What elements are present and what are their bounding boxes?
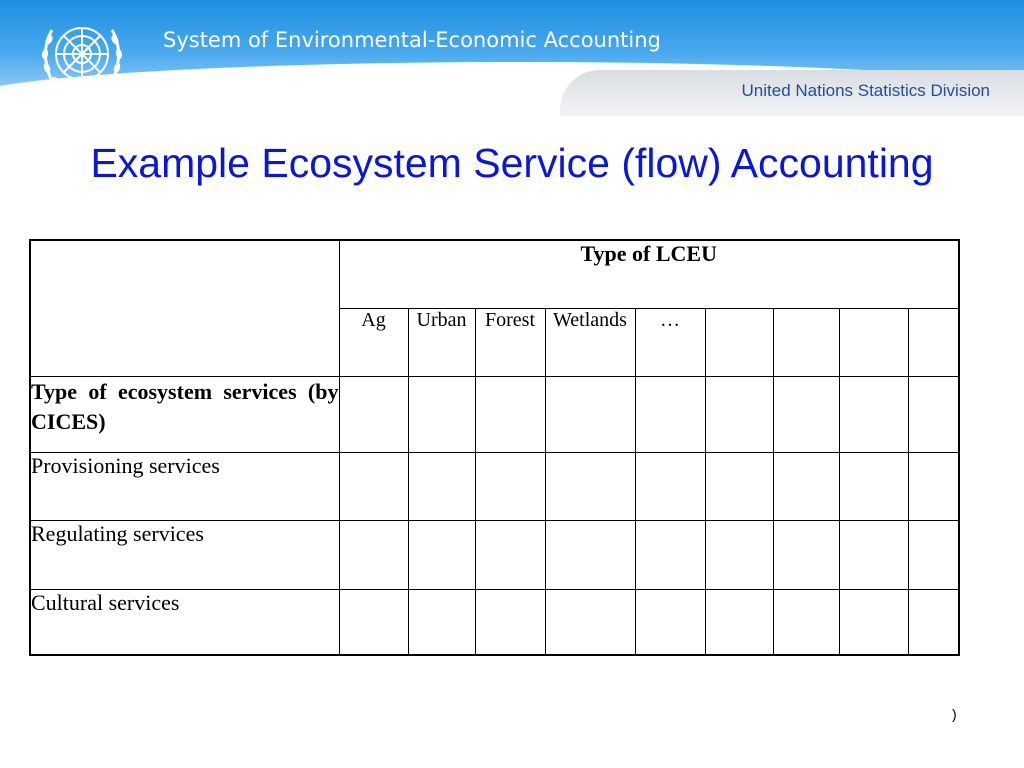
column-header: Wetlands [545, 308, 635, 376]
table-cell [408, 376, 475, 452]
column-header: Urban [408, 308, 475, 376]
table-cell [408, 589, 475, 655]
table-row [30, 520, 959, 589]
table-cell [475, 452, 545, 520]
row-label: Cultural services [30, 589, 339, 655]
table-cell [475, 589, 545, 655]
table-row [30, 376, 959, 452]
table-cell [635, 520, 705, 589]
table-cell [839, 376, 908, 452]
table-cell [545, 520, 635, 589]
row-label: Provisioning services [30, 452, 339, 520]
column-header: … [635, 308, 705, 376]
table-cell [839, 452, 908, 520]
slide-title: Example Ecosystem Service (flow) Accounting [90, 140, 934, 186]
table-cell [705, 520, 773, 589]
table-cell [773, 452, 839, 520]
lceu-group-header: Type of LCEU [339, 240, 959, 308]
column-header [705, 308, 773, 376]
column-header: Forest [475, 308, 545, 376]
column-header: Ag [339, 308, 408, 376]
table-cell [545, 452, 635, 520]
table-cell [545, 376, 635, 452]
table-cell [773, 520, 839, 589]
system-title: System of Environmental-Economic Accounting [163, 28, 661, 52]
table-cell [908, 452, 959, 520]
table-corner-cell [30, 240, 339, 376]
table-cell [839, 520, 908, 589]
table-cell [545, 589, 635, 655]
table-row [30, 452, 959, 520]
table-cell [705, 376, 773, 452]
table-cell [339, 376, 408, 452]
table-cell [635, 452, 705, 520]
column-header [908, 308, 959, 376]
page-number: ) [952, 706, 957, 722]
table-cell [908, 589, 959, 655]
column-header [773, 308, 839, 376]
table-cell [839, 589, 908, 655]
table-cell [408, 520, 475, 589]
row-label: Regulating services [30, 520, 339, 589]
un-emblem-icon [30, 10, 134, 106]
table-cell [408, 452, 475, 520]
table-cell [705, 589, 773, 655]
row-label: Type of ecosystem services (by CICES) [30, 376, 339, 452]
table-cell [339, 452, 408, 520]
table-cell [773, 376, 839, 452]
column-header [839, 308, 908, 376]
table-cell [339, 520, 408, 589]
table-cell [339, 589, 408, 655]
table-cell [475, 376, 545, 452]
table-cell [635, 589, 705, 655]
table-cell [908, 520, 959, 589]
table-cell [635, 376, 705, 452]
slide-header [0, 0, 1024, 118]
table-cell [773, 589, 839, 655]
table-row [30, 589, 959, 655]
table-cell [475, 520, 545, 589]
division-name: United Nations Statistics Division [741, 81, 990, 100]
table-cell [705, 452, 773, 520]
table-cell [908, 376, 959, 452]
ecosystem-service-table [29, 239, 960, 656]
